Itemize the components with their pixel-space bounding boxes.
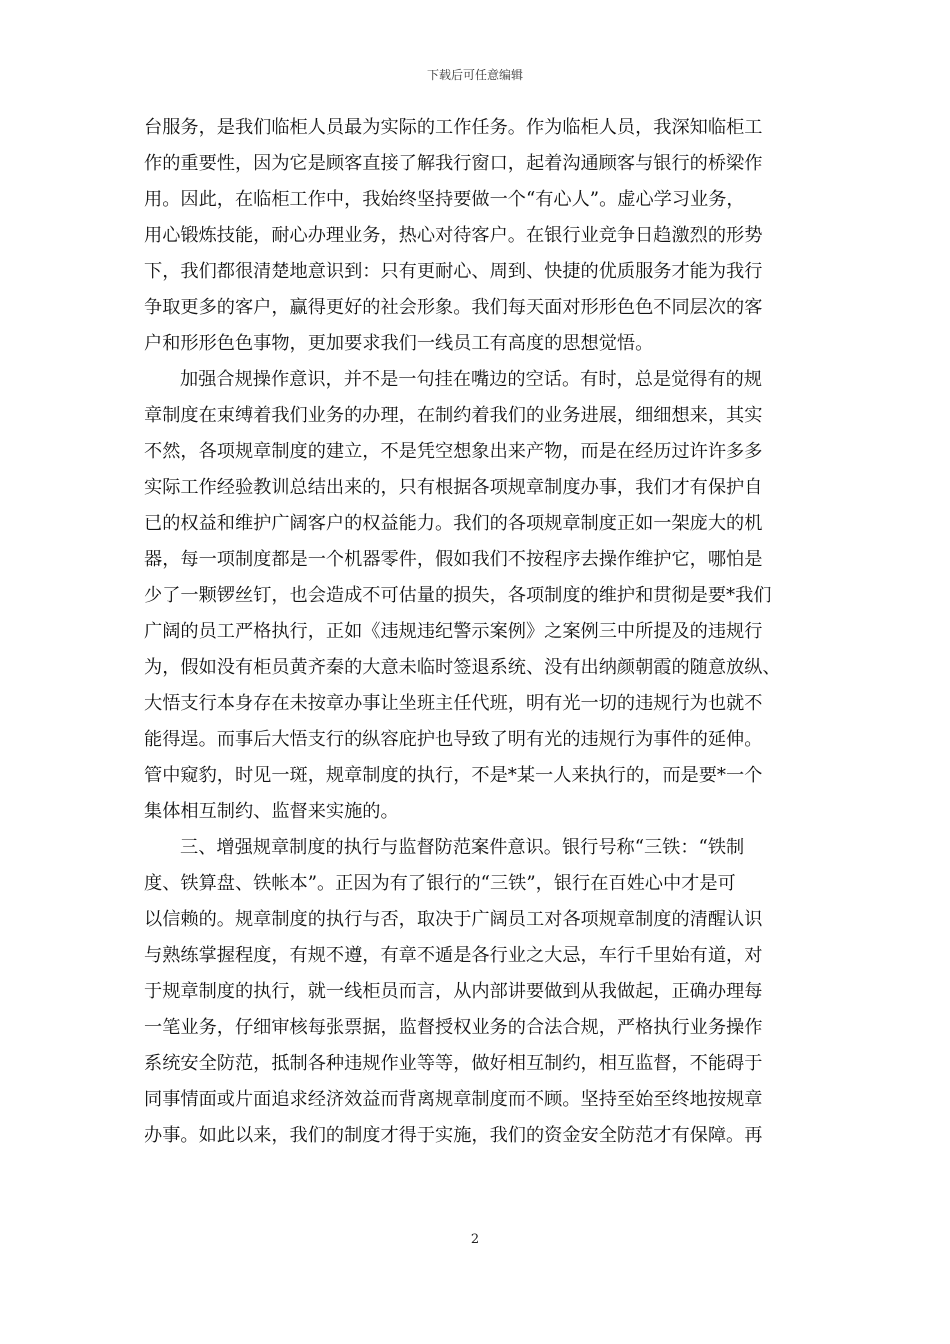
text-line: 少了一颗锣丝钉，也会造成不可估量的损失，各项制度的维护和贯彻是要*我们 [144,585,772,606]
text-line: 一笔业务，仔细审核每张票据，监督授权业务的合法合规，严格执行业务操作 [144,1017,763,1038]
text-line: 与熟练掌握程度，有规不遵，有章不遁是各行业之大忌，车行千里始有道，对 [144,945,763,966]
text-line: 作的重要性，因为它是顾客直接了解我行窗口，起着沟通顾客与银行的桥梁作 [144,153,763,174]
text-line: 同事情面或片面追求经济效益而背离规章制度而不顾。坚持至始至终地按规章 [144,1089,763,1110]
text-line: 系统安全防范，抵制各种违规作业等等，做好相互制约，相互监督，不能碍于 [144,1053,763,1074]
text-line: 为，假如没有柜员黄齐秦的大意未临时签退系统、没有出纳颜朝霞的随意放纵、 [144,657,781,678]
paragraph-first-line: 三、增强规章制度的执行与监督防范案件意识。银行号称“三铁：“铁制 [180,837,745,858]
paragraph-first-line: 加强合规操作意识，并不是一句挂在嘴边的空话。有时，总是觉得有的规 [180,369,763,390]
text-line: 器，每一项制度都是一个机器零件，假如我们不按程序去操作维护它，哪怕是 [144,549,763,570]
text-line: 度、铁算盘、铁帐本”。正因为有了银行的“三铁”，银行在百姓心中才是可 [144,873,736,894]
page-header: 下载后可任意编辑 [426,68,523,82]
document-body [144,110,806,1154]
text-line: 能得逞。而事后大悟支行的纵容庇护也导致了明有光的违规行为事件的延伸。 [144,729,763,750]
text-line: 已的权益和维护广阔客户的权益能力。我们的各项规章制度正如一架庞大的机 [144,513,763,534]
text-line: 用。因此，在临柜工作中，我始终坚持要做一个“有心人”。虚心学习业务， [144,189,745,210]
text-line: 大悟支行本身存在未按章办事让坐班主任代班，明有光一切的违规行为也就不 [144,693,763,714]
text-line: 广阔的员工严格执行，正如《违规违纪警示案例》之案例三中所提及的违规行 [144,621,763,642]
text-line: 于规章制度的执行，就一线柜员而言，从内部讲要做到从我做起，正确办理每 [144,981,763,1002]
text-line: 用心锻炼技能，耐心办理业务，热心对待客户。在银行业竞争日趋激烈的形势 [144,225,763,246]
text-line: 台服务，是我们临柜人员最为实际的工作任务。作为临柜人员，我深知临柜工 [144,117,763,138]
text-line: 章制度在束缚着我们业务的办理，在制约着我们的业务进展，细细想来，其实 [144,405,763,426]
text-line: 管中窥豹，时见一斑，规章制度的执行，不是*某一人来执行的，而是要*一个 [144,765,763,786]
text-line: 下，我们都很清楚地意识到：只有更耐心、周到、快捷的优质服务才能为我行 [144,261,763,282]
text-line: 争取更多的客户，赢得更好的社会形象。我们每天面对形形色色不同层次的客 [144,297,763,318]
text-line: 以信赖的。规章制度的执行与否，取决于广阔员工对各项规章制度的清醒认识 [144,909,763,930]
text-line: 办事。如此以来，我们的制度才得于实施，我们的资金安全防范才有保障。再 [144,1125,763,1146]
page-number: 2 [470,1232,480,1247]
text-line: 户和形形色色事物，更加要求我们一线员工有高度的思想觉悟。 [144,333,654,354]
text-line: 不然，各项规章制度的建立，不是凭空想象出来产物，而是在经历过许许多多 [144,441,763,462]
text-line: 实际工作经验教训总结出来的，只有根据各项规章制度办事，我们才有保护自 [144,477,763,498]
text-line: 集体相互制约、监督来实施的。 [144,801,399,822]
